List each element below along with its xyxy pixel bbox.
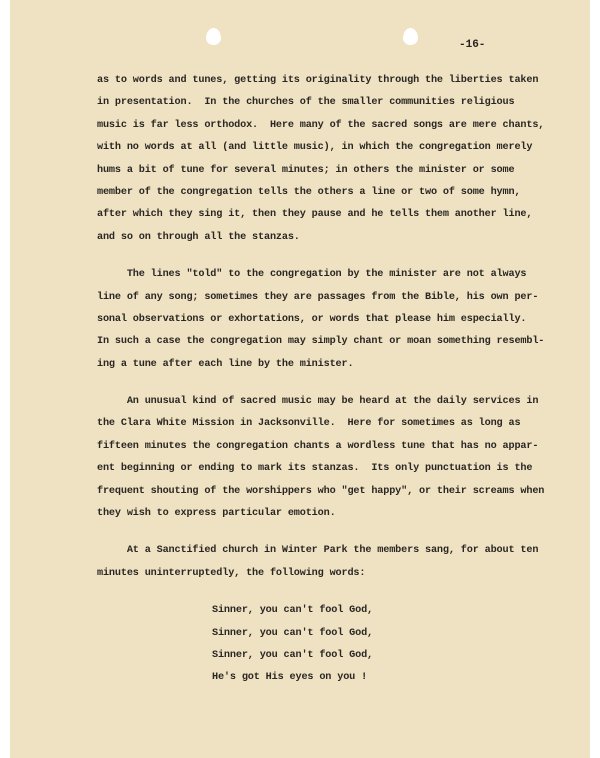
text-line: with no words at all (and little music), in which the congregation merely [97, 142, 533, 154]
verse-line: He's got His eyes on you ! [212, 672, 368, 684]
text-line: in presentation. In the churches of the smaller communities religious [97, 97, 515, 109]
verse-line: Sinner, you can't fool God, [212, 649, 374, 661]
paragraph-4 [97, 540, 557, 585]
punch-hole-left [206, 28, 221, 45]
text-line: line of any song; sometimes they are passages from the Bible, his own per- [97, 291, 539, 303]
verse-line: Sinner, you can't fool God, [212, 605, 374, 617]
text-line: music is far less orthodox. Here many of the sacred songs are mere chants, [97, 119, 545, 131]
page-number: -16- [459, 39, 486, 51]
punch-hole-right [403, 28, 418, 45]
text-line: In such a case the congregation may simply chant or moan something resembl- [97, 336, 545, 348]
text-line: frequent shouting of the worshippers who "get happy", or their screams when [97, 485, 545, 497]
body-text [97, 70, 557, 690]
verse [97, 600, 557, 690]
text-line: after which they sing it, then they pause and he tells them another line, [97, 209, 533, 221]
text-line: and so on through all the stanzas. [97, 231, 300, 243]
text-line: they wish to express particular emotion. [97, 508, 336, 520]
text-line: as to words and tunes, getting its originality through the liberties taken [97, 75, 539, 86]
text-line: The lines "told" to the congregation by the minister are not always [97, 269, 527, 281]
verse-line: Sinner, you can't fool God, [212, 627, 374, 639]
text-line: ent beginning or ending to mark its stanzas. Its only punctuation is the [97, 463, 533, 475]
text-line: minutes uninterruptedly, the following words: [97, 567, 366, 579]
text-line: An unusual kind of sacred music may be heard at the daily services in [97, 396, 539, 408]
paragraph-1 [97, 70, 557, 249]
text-line: fifteen minutes the congregation chants a wordless tune that has no appar- [97, 440, 539, 452]
paragraph-2 [97, 264, 557, 376]
text-line: the Clara White Mission in Jacksonville. Here for sometimes as long as [97, 418, 521, 430]
text-line: ing a tune after each line by the minister. [97, 358, 354, 370]
text-line: At a Sanctified church in Winter Park the members sang, for about ten [97, 545, 539, 557]
document-page [10, 0, 590, 758]
text-line: hums a bit of tune for several minutes; in others the minister or some [97, 164, 515, 176]
paragraph-3 [97, 391, 557, 525]
text-line: sonal observations or exhortations, or words that please him especially. [97, 313, 527, 325]
text-line: member of the congregation tells the others a line or two of some hymn, [97, 186, 521, 198]
